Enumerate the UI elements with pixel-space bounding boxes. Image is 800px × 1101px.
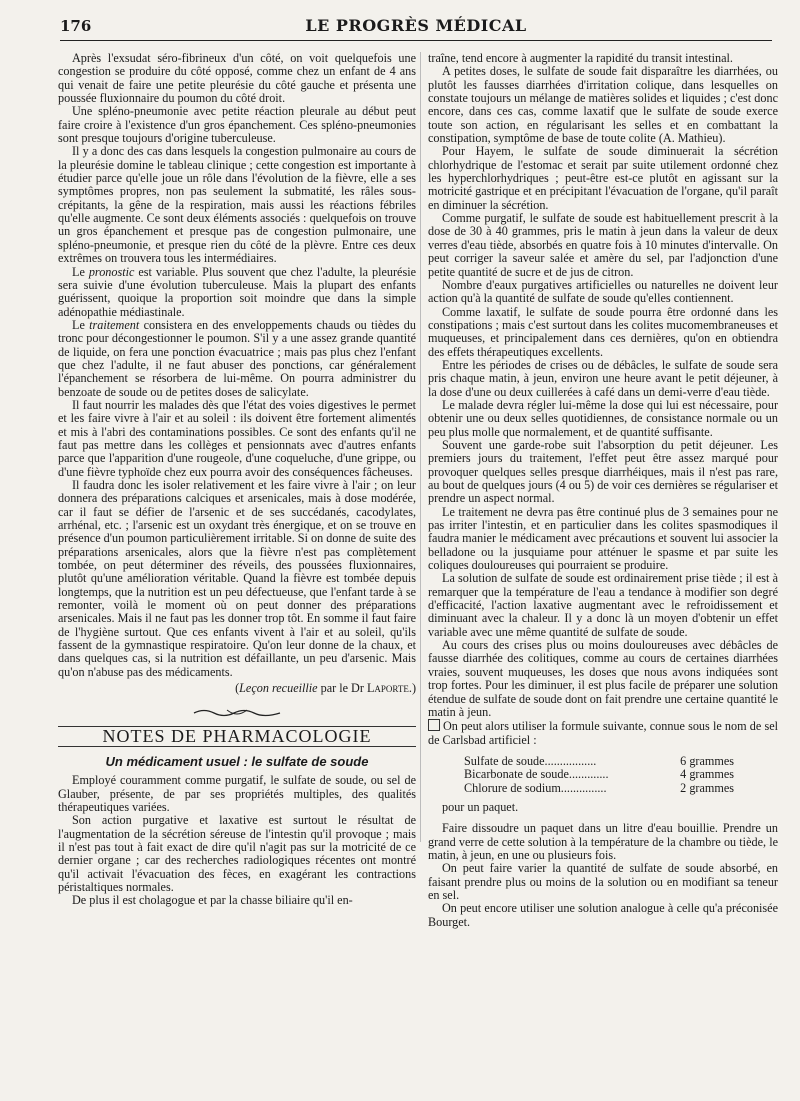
paragraph: Au cours des crises plus ou moins douloureuses avec débâcles de fausse diarrhée des colitiques, comme au cours de certaines diarrhées vraies, souvent muqueuses, les doses que nous avons indiquées sont trop fortes. Pour les diminuer, il est plus facile de préparer une solution étendue de sulfate de soude dont on fait prendre une certaine quantité le matin à jeun.: [428, 638, 778, 719]
paragraph: La solution de sulfate de soude est ordinairement prise tiède ; il est à remarquer que la température de l'eau a tendance à modifier son degré d'efficacité, l'action laxative augmentant avec le refroidissement et diminuant avec la chaleur. Il y a donc là un moyen d'obtenir un effet variable avec une même quantité de sulfate de soude.: [428, 571, 778, 639]
treatment-text: consistera en des enveloppements chauds ou tièdes du tronc pour décongestionner le poumon. S'il y a une assez grande quantité de liquide, on fera une ponction évacuatrice ; mais pas plus chez l'enfant que chez l'adulte, il ne faut abuser des ponctions, car généralement l'épanchement se résorbera de lui-même. On pourra administrer du benzoate de soude ou de petites doses de salicylate.: [58, 317, 416, 399]
journal-title: LE PROGRÈS MÉDICAL: [305, 16, 527, 35]
paragraph: Le traitement ne devra pas être continué plus de 3 semaines pour ne pas irriter l'intestin, et en particulier dans les colites spasmodiques il faudra manier le médicament avec précautions et souvent lui associer la belladone ou la jusquiame pour atténuer le spasme et par suite les coliques douloureuses qui pourraient se produire.: [428, 504, 778, 573]
paragraph: On peut encore utiliser une solution analogue à celle qu'a préconisée Bourget.: [428, 901, 778, 929]
formula-intro-paragraph: [428, 719, 778, 747]
paragraph: A petites doses, le sulfate de soude fait disparaître les diarrhées, ou plutôt les fausses diarrhées d'irritation colique, dans lesquelles on constate toujours un mélange de matières solides et liquides ; c'est donc encore, dans ces cas, comme laxatif que le sulfate de soude exerce toute son action, en régularisant les selles et en combattant la constipation, symptôme de base de toute colite (A. Mathieu).: [428, 64, 778, 146]
section-title: NOTES DE PHARMACOLOGIE: [58, 726, 416, 747]
formula-intro: On peut alors utiliser la formule suivante, connue sous le nom de sel de Carlsbad artificiel :: [428, 719, 778, 747]
formula-row: [464, 755, 734, 768]
paragraph: Après l'exsudat séro-fibrineux d'un côté, on voit quelquefois une congestion se produire du côté opposé, comme chez un enfant de 4 ans qui venait de faire une petite pleurésie du côté gauche et présenta une poussée fluxionnaire du poumon du côté droit.: [58, 51, 416, 106]
paragraph: Nombre d'eaux purgatives artificielles ou naturelles ne doivent leur action qu'à la quantité de sulfate de soude qu'elles contiennent.: [428, 277, 778, 306]
page-header: [60, 14, 772, 41]
paragraph: traîne, tend encore à augmenter la rapidité du transit intestinal.: [428, 51, 733, 65]
formula-row: [464, 782, 734, 795]
paragraph: Pour Hayem, le sulfate de soude diminuerait la sécrétion chlorhydrique de l'estomac et serait par suite utilement ordonné chez les hyperchlorhydriques ; peut-être est-ce plutôt en agissant sur la motricité gastrique et en précipitant l'évacuation de l'organe, qu'il paraît en diminuer la sécrétion.: [428, 144, 778, 212]
formula-ingredient: Chlorure de sodium...............: [464, 780, 607, 795]
paragraph-treatment: Le traitement consistera en des enveloppements chauds ou tièdes du tronc pour décongestionner le poumon. S'il y a une assez grande quantité de liquide, on fera une ponction évacuatrice ; mais pas plus chez l'enfant que chez l'adulte, il ne faut abuser des ponctions, car généralement l'épanchement se résorbera de lui-même. On pourra administrer du benzoate de soude ou de petites doses de salicylate.: [58, 317, 416, 399]
left-column: [58, 52, 416, 908]
signature-text: par le Dr: [317, 681, 367, 696]
formula-ingredient: Bicarbonate de soude.............: [464, 767, 609, 782]
signature-end: .): [408, 681, 416, 696]
formula-quantity: 4 grammes: [680, 767, 734, 782]
treatment-term: traitement: [89, 317, 140, 332]
paragraph: Il faut nourrir les malades dès que l'état des voies digestives le permet et les faire vivre à l'air et au soleil : ils doivent être fortement alimentés et mis à l'abri des contaminations possibles. Ce sont des enfants qu'il ne faut pas mettre dans les collèges et pensionnats avec d'autres enfants parce que l'apparition d'une rougeole, d'une coqueluche, d'une grippe, ou d'une fièvre typhoïde chez eux pourra avoir des conséquences fâcheuses.: [58, 397, 416, 479]
signature: (Leçon recueillie par le Dr Laporte.): [235, 681, 416, 696]
paragraph: Souvent une garde-robe suit l'absorption du petit déjeuner. Les premiers jours du traitement, l'effet peut être assez marqué pour provoquer quelques selles presque diarrhéiques, mais il n'est pas rare, au bout de quelques jours (4 ou 5) de voir ces dernières se régulariser et prendre un aspect normal.: [428, 437, 778, 506]
formula-end: pour un paquet.: [442, 799, 519, 814]
formula-quantity: 6 grammes: [680, 753, 734, 768]
paragraph: Entre les périodes de crises ou de débâcles, le sulfate de soude sera pris chaque matin, à jeun, environ une heure avant le petit déjeuner, à la dose d'une ou deux cuillerées à café dans un demi-verre d'eau tiède.: [428, 357, 778, 399]
formula-quantity: 2 grammes: [680, 780, 734, 795]
formula-row: [464, 768, 734, 781]
paragraph: Employé couramment comme purgatif, le sulfate de soude, ou sel de Glauber, présente, de par ses propriétés multiples, des qualités thérapeutiques variées.: [58, 773, 416, 814]
formula-table: [464, 755, 778, 795]
formula-ingredient: Sulfate de soude.................: [464, 753, 597, 768]
paragraph: Il faudra donc les isoler relativement et les faire vivre à l'air ; on leur donnera des préparations calciques et arsenicales, mais à dose modérée, car il faut se défier de l'arsenic et de ses succédanés, cacodylates, arrhénal, etc. ; l'arsenic est un oxydant très énergique, et on se trouve en présence d'un poumon particulièrement irritable. Si on donne de suite des préparations arsenicales, alors que la fièvre n'est pas complètement tombée, on peut déterminer des réveils, des poussées fluxionnaires, plutôt qu'une amélioration véritable. Quand la fièvre est tombée depuis longtemps, que la nutrition est un peu défectueuse, que l'enfant tarde à se remonter, voilà le moment où on peut donner des préparations arsenicales. Mais il ne faut pas les donner trop tôt. En somme il faut faire de l'hygiène surtout. Que ces enfants vivent à l'air et au soleil, qu'ils fassent de la gymnastique respiratoire. Qu'on leur donne de la chaux, et dans quelques cas, si la nutrition est défaillante, un peu d'arsenic. Mais qu'on n'abuse pas des médicaments.: [58, 478, 416, 679]
signature-italic: Leçon recueillie: [239, 681, 318, 696]
paragraph: Faire dissoudre un paquet dans un litre d'eau bouillie. Prendre un grand verre de cette solution à la température de la chambre ou tiède, le matin, à jeun, en une ou plusieurs fois.: [428, 821, 778, 862]
paragraph: Comme purgatif, le sulfate de soude est habituellement prescrit à la dose de 30 à 40 grammes, pris le matin à jeun dans la valeur de deux verres d'eau tiède, absorbés en quatre fois à 10 minutes d'intervalle. On peut corriger la saveur salée et amère du sel, par l'adjonction d'une petite quantité de sucre et de jus de citron.: [428, 211, 778, 279]
signature-name: Laporte: [366, 681, 409, 696]
paragraph: Une spléno-pneumonie avec petite réaction pleurale au début peut faire croire à l'existence d'un gros épanchement. Ces spléno-pneumonies sont presque toujours d'origine tuberculeuse.: [58, 104, 416, 146]
paragraph: On peut faire varier la quantité de sulfate de soude absorbé, en faisant prendre plus ou moins de la solution ou en modifiant sa teneur en sel.: [428, 861, 778, 902]
column-divider: [420, 52, 421, 842]
hand-pointer-icon: [428, 719, 440, 731]
prognosis-text: est variable. Plus souvent que chez l'adulte, la pleurésie sera suivie d'une évolution tuberculeuse. Mais la plupart des enfants guérissent, quoique la proportion soit moindre que dans la simple adénopathie médiastinale.: [58, 264, 416, 319]
paragraph: De plus il est cholagogue et par la chasse biliaire qu'il en-: [72, 893, 353, 908]
paragraph: Son action purgative et laxative est surtout le résultat de l'augmentation de la sécrétion séreuse de l'intestin qu'il provoque ; mais il n'est pas tout à fait exact de dire qu'il n'agit pas sur la motricité de ce dernier organe ; car des recherches radiologiques récentes ont montré qu'il activait l'évacuation des fèces, en exagérant les contractions péristaltiques normales.: [58, 813, 416, 894]
page-number: 176: [60, 17, 92, 35]
paragraph-prognosis: Le pronostic est variable. Plus souvent que chez l'adulte, la pleurésie sera suivie d'une évolution tuberculeuse. Mais la plupart des enfants guérissent, quoique la proportion soit moindre que dans la simple adénopathie médiastinale.: [58, 264, 416, 319]
flourish-icon: [192, 706, 282, 720]
paragraph: Comme laxatif, le sulfate de soude pourra être ordonné dans les constipations ; mais c'est surtout dans les colites mucomembraneuses et muqueuses, et principalement dans ces dernières, qu'on en obtiendra des effets thérapeutiques excellents.: [428, 304, 778, 359]
prognosis-term: pronostic: [88, 264, 135, 279]
paragraph: Le malade devra régler lui-même la dose qui lui est nécessaire, pour obtenir une ou deux selles quotidiennes, de consistance normale ou un peu plus molle que normalement, et de quantité suffisante.: [428, 397, 778, 439]
article-subtitle: Un médicament usuel : le sulfate de soude: [105, 753, 369, 769]
right-column: [428, 52, 778, 929]
decorative-flourish: [58, 706, 416, 720]
paragraph: Il y a donc des cas dans lesquels la congestion pulmonaire au cours de la pleurésie domine le tableau clinique ; cette congestion est importante à étudier parce qu'elle joue un rôle dans l'évolution de la fièvre, elle a ses symptômes propres, non pas seulement la submatité, les râles sous-crépitants, la gêne de la respiration, mais aussi les réactions fébriles qu'elle augmente. Ce sont deux éléments associés : quelquefois on trouve un gros épanchement et presque pas de congestion pulmonaire, une spléno-pneumonie, et presque rien du côté de la plèvre. Entre ces deux extrêmes on trouvera tous les intermédiaires.: [58, 144, 416, 266]
